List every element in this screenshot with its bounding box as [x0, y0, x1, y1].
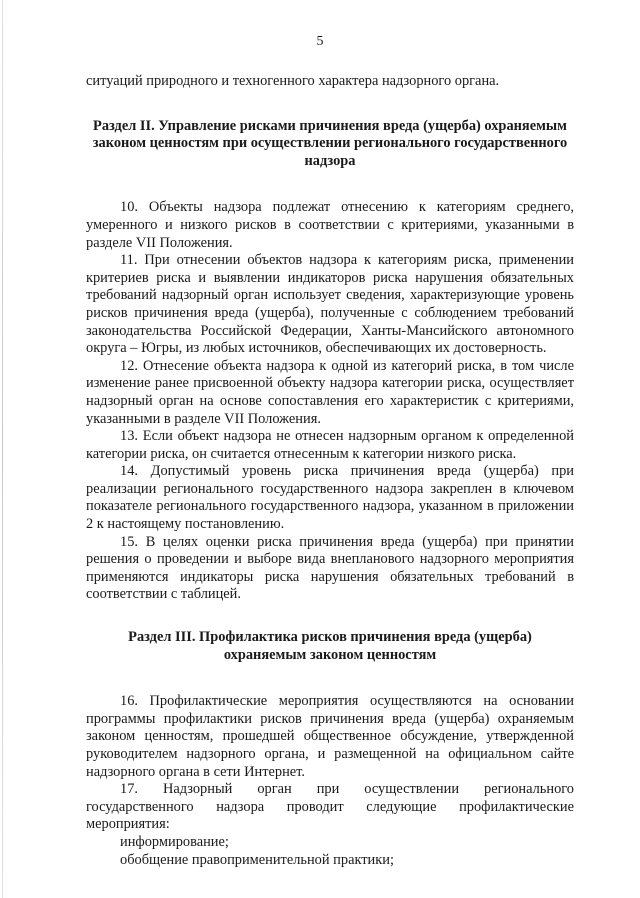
paragraph-11: 11. При отнесении объектов надзора к категориям риска, применении критериев риска и выявлении индикаторов риска нарушения обязательных требований надзорный орган использует сведения, характеризующие уровень рисков причинения вреда (ущерба), полученные с соблюдением требований законодательства Российской Федерации, Ханты-Мансийского автономного округа – Югры, из любых источников, обеспечивающих их достоверность. [86, 252, 574, 357]
page-content [86, 73, 574, 869]
paragraph-12: 12. Отнесение объекта надзора к одной из категорий риска, в том числе изменение ранее присвоенной объекту надзора категории риска, осуществляет надзорный орган на основе сопоставления его характеристик с критериями, указанными в разделе VII Положения. [86, 357, 574, 427]
scan-edge [2, 0, 3, 898]
paragraph-13: 13. Если объект надзора не отнесен надзорным органом к определенной категории риска, он считается отнесенным к категории низкого риска. [86, 428, 574, 462]
paragraph-continuation: ситуаций природного и техногенного характера надзорного органа. [86, 73, 500, 89]
paragraph-15: 15. В целях оценки риска причинения вреда (ущерба) при принятии решения о проведении и выборе вида внепланового надзорного мероприятия применяются индикаторы риска нарушения обязательных требований в соответствии с таблицей. [86, 533, 574, 603]
paragraph-17: 17. Надзорный орган при осуществлении регионального государственного надзора проводит следующие профилактические мероприятия: [86, 781, 574, 833]
list-item: информирование; [120, 833, 229, 850]
section-3-heading: Раздел III. Профилактика рисков причинения вреда (ущерба) охраняемым законом ценностям [128, 629, 532, 663]
paragraph-10: 10. Объекты надзора подлежат отнесению к категориям среднего, умеренного и низкого рисков в соответствии с критериями, указанными в разделе VII Положения. [86, 199, 574, 251]
list-item: обобщение правоприменительной практики; [120, 851, 394, 868]
section-2-heading: Раздел II. Управление рисками причинения вреда (ущерба) охраняемым законом ценностям при осуществлении регионального государственного надзора [92, 117, 568, 169]
page-number: 5 [316, 34, 324, 49]
paragraph-14: 14. Допустимый уровень риска причинения вреда (ущерба) при реализации регионального государственного надзора закреплен в ключевом показателе регионального государственного надзора, указанном в приложении 2 к настоящему постановлению. [86, 463, 574, 533]
paragraph-16: 16. Профилактические мероприятия осуществляются на основании программы профилактики рисков причинения вреда (ущерба) охраняемым законом ценностям, прошедшей общественное обсуждение, утвержденной руководителем надзорного органа, и размещенной на официальном сайте надзорного органа в сети Интернет. [86, 693, 574, 780]
